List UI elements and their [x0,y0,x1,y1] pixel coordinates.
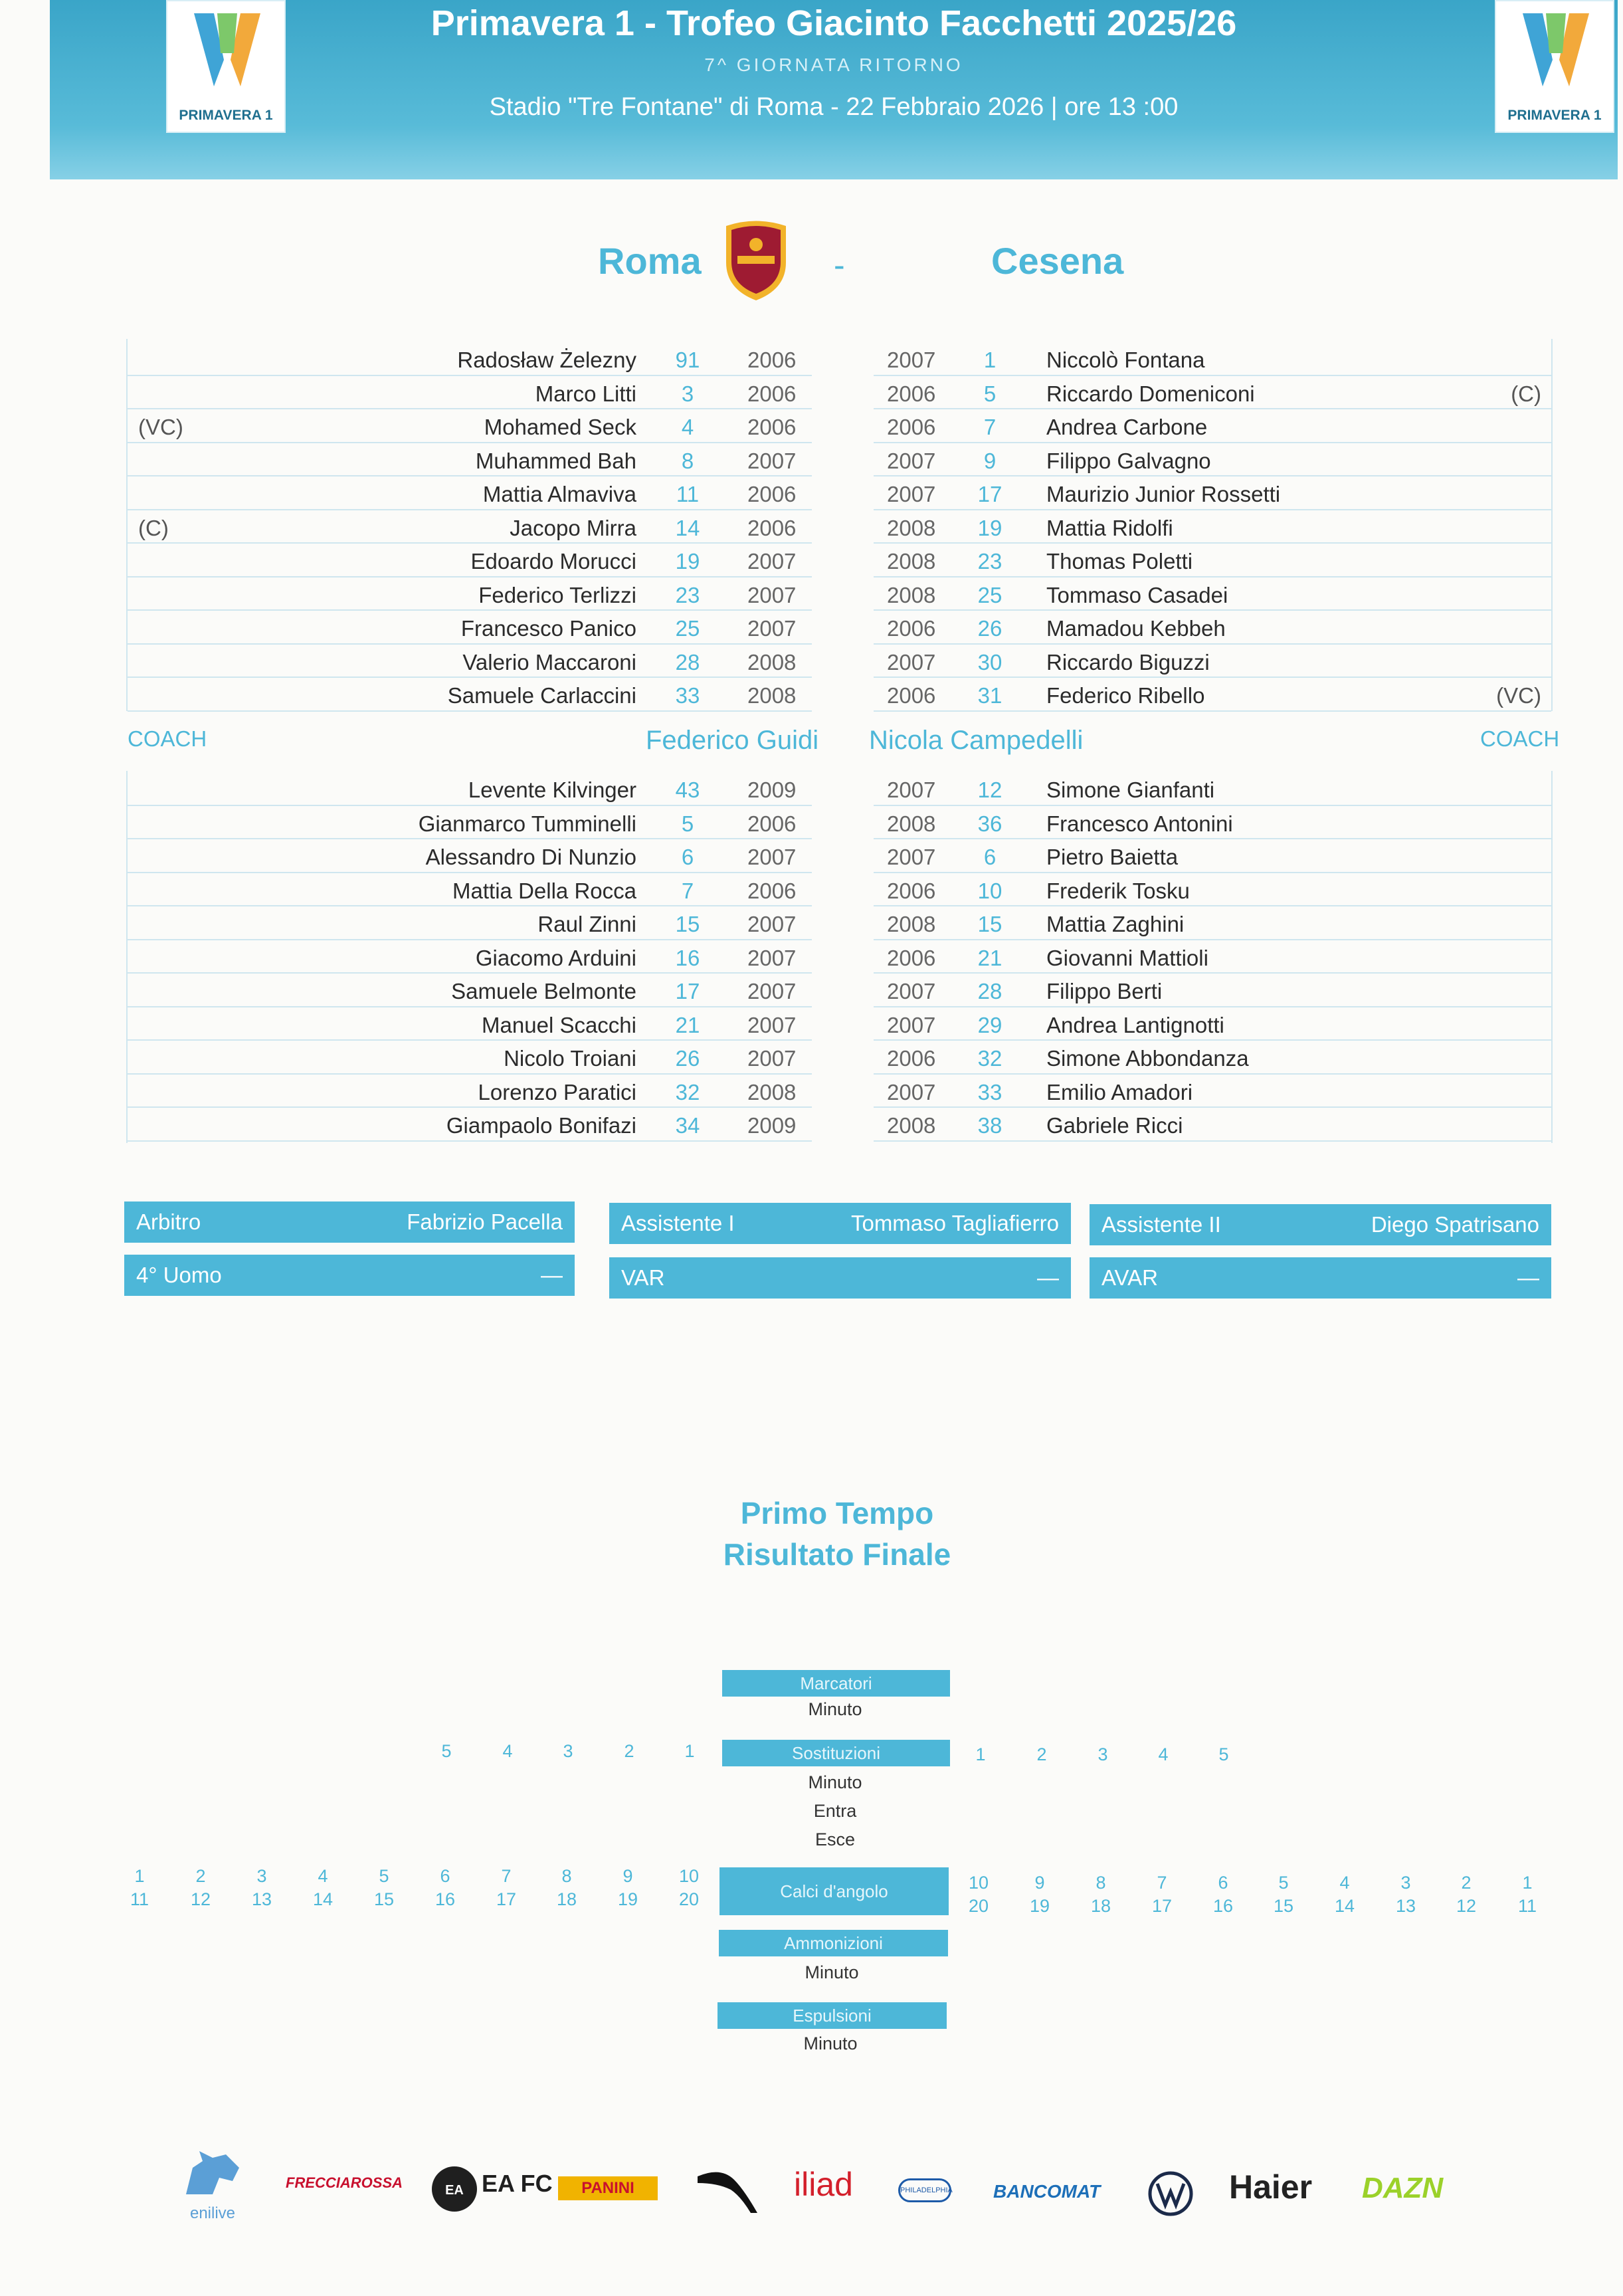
player-num: 11 [676,482,700,506]
player-num: 7 [983,415,997,439]
player-year: 2007 [747,979,797,1003]
player-name: Simone Abbondanza [1046,1046,1249,1071]
round-label: 7^ GIORNATA RITORNO [704,54,963,75]
player-name: Francesco Antonini [1046,811,1233,836]
player-num: 33 [675,683,700,708]
player-num: 36 [977,811,1002,836]
match-separator: - [834,247,845,284]
official-bar [124,1201,575,1243]
player-name: Pietro Baietta [1046,845,1179,869]
official-role: Arbitro [136,1209,201,1234]
coach-label-left: COACH [128,726,207,751]
volkswagen-icon [1147,2170,1194,2217]
bookings-minute-label: Minuto [805,1962,859,1982]
venue-label: Stadio "Tre Fontane" di Roma - 22 Febbraio 2026 | ore 13 :00 [489,93,1179,121]
player-name: Gianmarco Tumminelli [418,811,636,836]
player-year: 2007 [887,979,936,1003]
player-year: 2008 [887,549,936,574]
table-row [874,1007,1551,1041]
player-num: 8 [681,448,694,473]
player-name: Raul Zinni [537,912,636,936]
player-mark: (C) [138,515,169,540]
player-year: 2006 [747,482,797,506]
player-year: 2006 [887,1046,936,1071]
table-row [874,806,1551,840]
official-bar [609,1257,1071,1299]
player-name: Manuel Scacchi [482,1012,636,1037]
player-mark: (VC) [138,415,183,439]
player-year: 2009 [747,1113,797,1138]
player-year: 2007 [747,945,797,970]
player-year: 2007 [747,1046,797,1071]
stat-number: 19 [617,1889,638,1909]
stat-number: 7 [1157,1873,1167,1893]
stat-number: 2 [624,1741,634,1761]
stat-number: 17 [496,1889,517,1909]
player-num: 19 [977,515,1002,540]
player-num: 17 [977,482,1002,506]
stat-number: 13 [1395,1896,1416,1916]
table-row [874,678,1551,712]
stat-number: 8 [561,1866,572,1886]
away-subs-list [0,772,1551,1142]
player-year: 2006 [887,878,936,903]
official-role: VAR [621,1265,665,1290]
stat-number: 4 [1339,1873,1350,1893]
player-num: 1 [983,348,997,372]
official-role: 4° Uomo [136,1263,222,1287]
player-year: 2007 [887,649,936,675]
player-year: 2006 [747,515,797,540]
stat-number: 15 [373,1889,395,1909]
stat-number: 10 [968,1873,989,1893]
player-num: 12 [977,778,1002,802]
stat-number: 3 [256,1866,267,1886]
player-name: Riccardo Domeniconi [1046,381,1255,406]
scorers-minute-label: Minuto [808,1699,862,1719]
player-year: 2008 [747,649,797,675]
player-name: Filippo Berti [1046,979,1163,1003]
player-num: 21 [675,1012,700,1037]
stat-number: 6 [440,1866,450,1886]
player-year: 2007 [887,448,936,473]
player-year: 2008 [887,582,936,607]
player-year: 2007 [747,549,797,574]
bancomat-logo: BANCOMAT [993,2181,1101,2202]
player-name: Mattia Zaghini [1046,912,1185,936]
stat-number: 1 [975,1744,986,1764]
player-year: 2008 [887,811,936,836]
player-year: 2007 [887,845,936,869]
player-name: Edoardo Morucci [470,549,636,574]
stat-number: 4 [318,1866,328,1886]
player-num: 21 [977,945,1002,970]
bookings-bar: Ammonizioni [719,1930,948,1956]
player-name: Tommaso Casadei [1046,582,1228,607]
player-num: 23 [977,549,1002,574]
player-num: 15 [675,912,700,936]
player-year: 2006 [887,945,936,970]
stat-number: 15 [1273,1896,1294,1916]
sendoffs-minute-label: Minuto [803,2034,858,2053]
sendoffs-bar: Espulsioni [717,2002,947,2029]
player-num: 32 [675,1079,700,1104]
stat-number: 20 [678,1889,700,1909]
player-name: Federico Terlizzi [478,582,636,607]
subs-out-label: Esce [814,1829,856,1849]
player-mark: (C) [1511,381,1541,406]
player-name: Giacomo Arduini [475,945,636,970]
player-num: 17 [675,979,700,1003]
panini-logo: PANINI [558,2176,658,2200]
player-year: 2008 [887,912,936,936]
home-team-name: Roma [598,240,702,282]
official-name: — [1037,1265,1059,1290]
player-year: 2006 [747,415,797,439]
player-num: 28 [977,979,1002,1003]
subs-in-label: Entra [813,1801,857,1821]
puma-logo [694,2163,761,2220]
player-year: 2007 [747,616,797,641]
player-year: 2006 [887,415,936,439]
player-num: 30 [977,649,1002,675]
philadelphia-logo: PHILADELPHIA [898,2178,951,2202]
puma-icon [694,2163,761,2216]
player-name: Frederik Tosku [1046,878,1190,903]
table-row [874,376,1551,410]
ea-fc-icon [430,2165,478,2213]
table-row [874,1108,1551,1142]
stat-number: 14 [312,1889,334,1909]
stat-number: 6 [1218,1873,1228,1893]
stat-number: 5 [1278,1873,1289,1893]
player-year: 2006 [887,381,936,406]
player-name: Mattia Almaviva [482,482,636,506]
player-num: 32 [977,1046,1002,1071]
player-name: Levente Kilvinger [468,778,636,802]
enilive-logo: enilive [179,2148,246,2223]
ea-fc-text: EA FC [482,2170,553,2197]
player-num: 7 [681,878,694,903]
player-year: 2006 [747,381,797,406]
scorers-bar: Marcatori [722,1670,950,1697]
svg-text:EA: EA [445,2183,464,2198]
player-name: Radosław Żelezny [457,348,636,372]
official-bar [609,1203,1071,1244]
player-name: Jacopo Mirra [510,515,636,540]
player-year: 2007 [887,778,936,802]
player-year: 2008 [887,515,936,540]
player-year: 2007 [747,845,797,869]
official-bar [1090,1204,1551,1245]
player-num: 25 [675,616,700,641]
stat-number: 3 [1098,1744,1108,1764]
player-year: 2007 [887,482,936,506]
player-name: Gabriele Ricci [1046,1113,1183,1138]
stat-number: 16 [434,1889,456,1909]
player-num: 14 [675,515,700,540]
player-num: 15 [977,912,1002,936]
player-year: 2007 [887,1012,936,1037]
player-name: Maurizio Junior Rossetti [1046,482,1281,506]
table-row [874,544,1551,577]
player-name: Mamadou Kebbeh [1046,616,1226,641]
table-row [874,1041,1551,1075]
player-name: Andrea Lantignotti [1046,1012,1224,1037]
ea-logo [430,2165,478,2216]
player-num: 26 [977,616,1002,641]
substitutions-bar: Sostituzioni [722,1740,950,1766]
player-num: 9 [983,448,997,473]
player-num: 34 [675,1113,700,1138]
player-year: 2006 [887,616,936,641]
player-year: 2008 [747,1079,797,1104]
stat-number: 18 [556,1889,577,1909]
stat-number: 1 [1522,1873,1533,1893]
stat-number: 3 [1400,1873,1411,1893]
primavera-logo-right [1495,0,1614,133]
player-year: 2007 [887,1079,936,1104]
stat-number: 3 [563,1741,573,1761]
player-name: Marco Litti [535,381,636,406]
frecciarossa-logo: FRECCIAROSSA [286,2174,403,2191]
home-coach: Federico Guidi [646,726,819,755]
player-num: 33 [977,1079,1002,1104]
away-starters-list [0,342,1551,712]
official-name: Tommaso Tagliafierro [850,1211,1059,1235]
stat-number: 1 [684,1741,695,1761]
table-row [874,611,1551,645]
stat-number: 4 [1158,1744,1169,1764]
page-title: Primavera 1 - Trofeo Giacinto Facchetti 2025/26 [430,3,1237,43]
official-name: Diego Spatrisano [1371,1212,1539,1237]
player-year: 2007 [747,912,797,936]
stat-number: 4 [502,1741,513,1761]
subs-minute-label: Minuto [808,1772,862,1792]
official-name: — [1517,1265,1539,1290]
stat-number: 16 [1212,1896,1234,1916]
player-num: 29 [977,1012,1002,1037]
stat-number: 2 [1036,1744,1047,1764]
player-num: 43 [675,778,700,802]
player-num: 6 [983,845,997,869]
stat-number: 1 [134,1866,145,1886]
stat-number: 11 [1517,1896,1537,1916]
table-row [874,940,1551,974]
player-year: 2008 [747,683,797,708]
player-name: Mattia Ridolfi [1046,515,1173,540]
player-name: Emilio Amadori [1046,1079,1193,1104]
stat-number: 9 [622,1866,633,1886]
stat-number: 8 [1096,1873,1106,1893]
table-row [874,510,1551,544]
player-name: Filippo Galvagno [1046,448,1211,473]
table-border [1551,771,1553,1143]
stat-number: 5 [379,1866,389,1886]
away-coach: Nicola Campedelli [869,726,1084,755]
table-row [874,873,1551,907]
player-year: 2007 [887,348,936,372]
official-bar [124,1255,575,1296]
table-row [874,1075,1551,1108]
stat-number: 5 [1218,1744,1229,1764]
player-num: 3 [681,381,694,406]
player-year: 2007 [747,582,797,607]
player-name: Samuele Carlaccini [447,683,636,708]
player-year: 2008 [887,1113,936,1138]
iliad-logo: iliad [794,2166,853,2203]
player-name: Valerio Maccaroni [462,649,636,675]
player-name: Riccardo Biguzzi [1046,649,1210,675]
dog-icon [179,2148,246,2201]
player-name: Samuele Belmonte [451,979,636,1003]
official-role: Assistente I [621,1211,735,1235]
player-year: 2007 [747,448,797,473]
player-name: Francesco Panico [460,616,636,641]
stat-number: 2 [195,1866,206,1886]
stat-number: 18 [1090,1896,1111,1916]
player-name: Simone Gianfanti [1046,778,1215,802]
player-name: Muhammed Bah [475,448,636,473]
dazn-logo: DAZN [1362,2172,1444,2204]
player-num: 38 [977,1113,1002,1138]
first-half-label: Primo Tempo [740,1496,934,1530]
player-name: Mohamed Seck [484,415,636,439]
table-row [874,409,1551,443]
logo-label: PRIMAVERA 1 [179,108,273,123]
player-year: 2006 [887,683,936,708]
player-num: 16 [675,945,700,970]
stat-number: 17 [1151,1896,1173,1916]
player-name: Lorenzo Paratici [478,1079,636,1104]
stat-number: 19 [1029,1896,1050,1916]
table-row [874,476,1551,510]
player-name: Thomas Poletti [1046,549,1193,574]
stat-number: 2 [1461,1873,1472,1893]
stat-number: 5 [441,1741,452,1761]
player-name: Alessandro Di Nunzio [425,845,636,869]
player-name: Federico Ribello [1046,683,1205,708]
header-banner [50,0,1618,179]
stat-number: 7 [501,1866,512,1886]
table-row [874,577,1551,611]
player-name: Andrea Carbone [1046,415,1208,439]
official-bar [1090,1257,1551,1299]
haier-logo: Haier [1229,2168,1313,2206]
player-year: 2006 [747,811,797,836]
logo-label: PRIMAVERA 1 [1507,108,1602,123]
official-name: Fabrizio Pacella [407,1209,563,1234]
stat-number: 9 [1034,1873,1045,1893]
player-num: 5 [681,811,694,836]
player-num: 4 [681,415,694,439]
table-row [874,645,1551,678]
table-border [1551,339,1553,711]
player-name: Niccolò Fontana [1046,348,1205,372]
player-num: 19 [675,549,700,574]
final-result-label: Risultato Finale [723,1537,951,1572]
official-role: Assistente II [1101,1212,1221,1237]
official-name: — [541,1263,563,1287]
player-name: Giovanni Mattioli [1046,945,1208,970]
official-role: AVAR [1101,1265,1158,1290]
player-name: Nicolo Troiani [504,1046,636,1071]
away-team-name: Cesena [991,240,1124,282]
player-num: 25 [977,582,1002,607]
corners-bar: Calci d'angolo [719,1867,949,1915]
stat-number: 13 [251,1889,272,1909]
coach-label-right: COACH [1480,726,1560,751]
stat-number: 12 [190,1889,211,1909]
player-num: 91 [675,348,700,372]
stat-number: 10 [678,1866,700,1886]
table-row [874,974,1551,1007]
player-num: 5 [983,381,997,406]
stat-number: 14 [1334,1896,1355,1916]
player-num: 28 [675,649,700,675]
stat-number: 20 [968,1896,989,1916]
table-row [874,906,1551,940]
roma-crest-icon [723,219,789,302]
player-num: 10 [977,878,1002,903]
stat-number: 12 [1456,1896,1477,1916]
player-name: Mattia Della Rocca [452,878,636,903]
player-year: 2007 [747,1012,797,1037]
primavera-shield-icon [1516,7,1596,93]
player-num: 31 [977,683,1002,708]
player-num: 26 [675,1046,700,1071]
table-row [874,839,1551,873]
player-num: 6 [681,845,694,869]
player-year: 2009 [747,778,797,802]
vw-logo [1147,2170,1194,2220]
stat-number: 11 [130,1889,149,1909]
player-mark: (VC) [1496,683,1541,708]
player-year: 2006 [747,348,797,372]
table-row [874,443,1551,477]
player-name: Giampaolo Bonifazi [446,1113,636,1138]
player-num: 23 [675,582,700,607]
table-row [874,342,1551,376]
player-year: 2006 [747,878,797,903]
table-row [874,772,1551,806]
